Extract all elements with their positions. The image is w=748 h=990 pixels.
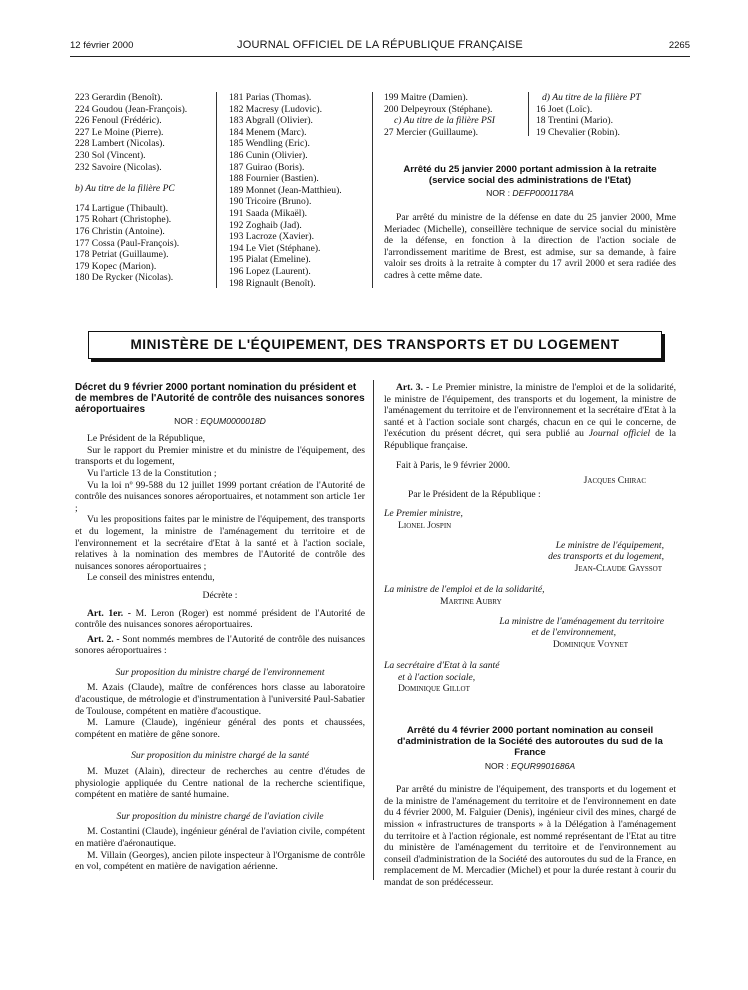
list-item: 188 Fournier (Bastien). (229, 173, 319, 185)
decret-nor: NOR : EQUM0000018D (174, 415, 266, 426)
name-list-col2 (229, 92, 369, 289)
list-item: 227 Le Moine (Pierre). (75, 126, 164, 138)
right-column (384, 382, 676, 889)
signataire-president: Jacques Chirac (583, 475, 646, 487)
arrete-retraite-title: Arrêté du 25 janvier 2000 portant admission à la retraite (service social des administrations de l'Etat) (403, 164, 657, 187)
decret-membre-lamure: M. Lamure (Claude), ingénieur général des ponts et chaussées, compétent en matière de gêne sonore. (75, 717, 365, 740)
list-item: 190 Tricoire (Bruno). (229, 196, 312, 208)
list-item: 194 Le Viet (Stéphane). (229, 242, 321, 254)
decret-title: Décret du 9 février 2000 portant nomination du président et de membres de l'Autorité de contrôle des nuisances sonores aéroportuaires (75, 382, 365, 416)
fait-a-paris: Fait à Paris, le 9 février 2000. (396, 459, 511, 471)
list-item: 224 Goudou (Jean-François). (75, 103, 188, 115)
decret-vu-propositions: Vu les propositions faites par le ministre de l'équipement, des transports et du logement, la ministre de l'aménagement du territoire et de l'environnement et la secrétaire d'Etat à la santé et à l'action sociale, relatives à la nomination des membres de l'Autorité de contrôle des nuisances sonores aéroportuaires ; (75, 514, 365, 572)
decret-membre-villain: M. Villain (Georges), ancien pilote inspecteur à l'Organisme de contrôle en vol, compétent en matière de navigation aérienne. (75, 849, 365, 873)
list-item: 27 Mercier (Guillaume). (384, 126, 479, 138)
decret-article-3: Art. 3. - Le Premier ministre, la ministre de l'emploi et de la solidarité, le ministre de l'équipement, des transports et du logement, la ministre de l'aménagement du territoire et de l'environnement et la secrétaire d'Etat à la santé et à l'action sociale sont chargés, chacun en ce qui le concerne, de l'exécution du présent décret, qui sera publié au Journal officiel de la République française. (384, 382, 677, 451)
column-divider (373, 380, 374, 880)
list-item: 228 Lambert (Nicolas). (75, 138, 165, 150)
premier-ministre-title: Le Premier ministre, (384, 508, 463, 520)
arrete-retraite-nor: NOR : DEFP0001178A (486, 188, 574, 199)
filiere-pt-heading: d) Au titre de la filière PT (542, 92, 641, 103)
list-item: 186 Cunin (Olivier). (229, 149, 308, 161)
list-item: 177 Cossa (Paul-François). (75, 237, 180, 249)
secretaire-sante-title-2: et à l'action sociale, (398, 671, 476, 683)
list-item: 199 Maitre (Damien). (384, 92, 468, 103)
decret-rapport: Sur le rapport du Premier ministre et du ministre de l'équipement, des transports et du logement, (75, 444, 365, 468)
par-le-president: Par le Président de la République : (408, 488, 541, 500)
arrete-retraite-text: Par arrêté du ministre de la défense en date du 25 janvier 2000, Mme Meriadec (Michelle), conseillère technique de service social du ministère de la défense, en fonction à la direction de l'action sociale de l'arrondissement maritime de Brest, est admise, sur sa demande, à faire valoir ses droits à la retraite à compter du 17 avril 2000 et sera radiée des cadres à cette même date. (384, 212, 676, 281)
ministre-amenagement-title: La ministre de l'aménagement du territoire (499, 615, 664, 627)
column-divider (372, 92, 373, 288)
list-item: 198 Rignault (Benoît). (229, 277, 316, 289)
column-divider (528, 92, 529, 136)
decret-sub-aviation: Sur proposition du ministre chargé de l'aviation civile (116, 810, 324, 822)
arrete-retraite (384, 164, 676, 282)
ministry-heading-box (88, 331, 662, 359)
list-item: 19 Chevalier (Robin). (536, 126, 620, 138)
list-item: 192 Zoghaib (Jad). (229, 219, 302, 231)
secretaire-sante-name: Dominique Gillot (398, 683, 470, 695)
name-list (536, 104, 676, 139)
decret-vu-constitution: Vu l'article 13 de la Constitution ; (87, 467, 217, 479)
decret-decrete: Décrète : (202, 589, 238, 601)
name-list (229, 92, 369, 289)
list-item: 174 Lartigue (Thibault). (75, 202, 168, 214)
decret-column (75, 382, 365, 873)
name-list-col1 (75, 92, 215, 284)
list-item: 230 Sol (Vincent). (75, 149, 146, 161)
list-item: 223 Gerardin (Benoît). (75, 92, 163, 103)
header-date: 12 février 2000 (70, 40, 134, 51)
decret-membre-costantini: M. Costantini (Claude), ingénieur général de l'aviation civile, compétent en matière d'aéronautique. (75, 826, 365, 850)
decret-president: Le Président de la République, (87, 433, 206, 445)
ministre-equipement-name: Jean-Claude Gayssot (574, 562, 662, 574)
decret-conseil: Le conseil des ministres entendu, (87, 572, 215, 584)
list-item: 179 Kopec (Marion). (75, 260, 157, 272)
list-item: 200 Delpeyroux (Stéphane). (384, 103, 493, 115)
list-item: 187 Guirao (Boris). (229, 161, 305, 173)
arrete-asf-nor: NOR : EQUR9901686A (484, 760, 576, 771)
decret-sub-environnement: Sur proposition du ministre chargé de l'environnement (115, 666, 325, 678)
ministre-emploi-name: Martine Aubry (440, 595, 502, 607)
decret-vu-loi: Vu la loi nº 99-588 du 12 juillet 1999 portant création de l'Autorité de contrôle des nuisances sonores aéroportuaires, et notamment son article 1er ; (75, 479, 365, 514)
list-item: 185 Wendling (Eric). (229, 138, 310, 150)
name-list (384, 92, 524, 115)
secretaire-sante-title: La secrétaire d'Etat à la santé (384, 660, 500, 672)
ministre-emploi-title: La ministre de l'emploi et de la solidarité, (384, 584, 545, 596)
ministre-equipement-title-2: des transports et du logement, (548, 551, 664, 563)
filiere-psi-heading: c) Au titre de la filière PSI (394, 115, 495, 127)
decret-membre-muzet: M. Muzet (Alain), directeur de recherches au centre d'études de physiologie appliquée du Centre national de la recherche scientifique, compétent en matière de santé humaine. (75, 766, 365, 801)
list-item: 193 Lacroze (Xavier). (229, 231, 314, 243)
decret-article-2: Art. 2. - Sont nommés membres de l'Autorité de contrôle des nuisances sonores aéroportuaires : (75, 633, 365, 657)
name-list (75, 92, 215, 173)
header-page-number: 2265 (668, 40, 690, 51)
list-item: 196 Lopez (Laurent). (229, 265, 311, 277)
list-item: 189 Monnet (Jean-Matthieu). (229, 184, 342, 196)
name-list-col3 (384, 92, 524, 138)
list-item: 16 Joet (Loïc). (536, 103, 593, 115)
list-item: 175 Rohart (Christophe). (75, 214, 172, 226)
list-item: 176 Christin (Antoine). (75, 225, 165, 237)
list-item: 180 De Rycker (Nicolas). (75, 272, 174, 284)
list-item: 183 Abgrall (Olivier). (229, 115, 313, 127)
list-item: 191 Saada (Mikaël). (229, 207, 308, 219)
list-item: 232 Savoire (Nicolas). (75, 161, 162, 173)
decret-sub-sante: Sur proposition du ministre chargé de la santé (131, 750, 309, 762)
name-list (384, 127, 524, 139)
list-item: 182 Macresy (Ludovic). (229, 103, 322, 115)
name-list (75, 203, 215, 284)
header-rule (70, 56, 690, 57)
list-item: 195 Pialat (Emeline). (229, 254, 311, 266)
ministry-heading: MINISTÈRE DE L'ÉQUIPEMENT, DES TRANSPORTS ET DU LOGEMENT (130, 337, 620, 352)
decret-article-1: Art. 1er. - M. Leron (Roger) est nommé président de l'Autorité de contrôle des nuisances sonores aéroportuaires. (75, 607, 366, 631)
page-header (70, 38, 690, 54)
ministre-amenagement-title-2: et de l'environnement, (531, 627, 616, 639)
arrete-asf-text: Par arrêté du ministre de l'équipement, des transports et du logement et de la ministre de l'aménagement du territoire et de l'environnement en date du 4 février 2000, M. Falguier (Denis), ingénieur civil des mines, chargé de mission « infrastructures de transports » à la Délégation à l'aménagement du territoire et à l'action régionale, est nommé représentant de l'Etat au titre du ministère de l'aménagement du territoire et de l'environnement au conseil d'administration de la Société des autoroutes du sud de la France, en remplacement de M. Mercadier (Michel) et pour la durée restant à courir du mandat de son prédécesseur. (384, 784, 676, 889)
list-item: 226 Fenoul (Frédéric). (75, 115, 162, 127)
list-item: 181 Parias (Thomas). (229, 92, 312, 103)
header-journal-title: JOURNAL OFFICIEL DE LA RÉPUBLIQUE FRANÇAISE (237, 39, 523, 51)
list-item: 178 Petriat (Guillaume). (75, 249, 169, 261)
decret-membre-azais: M. Azais (Claude), maître de conférences hors classe au laboratoire d'acoustique, de métrologie et d'instrumentation à l'université Paul-Sabatier de Toulouse, compétent en matière d'acoustique. (75, 682, 365, 717)
ministre-amenagement-name: Dominique Voynet (552, 638, 628, 650)
list-item: 18 Trentini (Mario). (536, 115, 614, 127)
name-list-col4 (536, 92, 676, 138)
column-divider (216, 92, 217, 288)
filiere-pc-heading: b) Au titre de la filière PC (75, 183, 175, 195)
premier-ministre-name: Lionel Jospin (398, 519, 452, 531)
ministre-equipement-title: Le ministre de l'équipement, (555, 539, 664, 551)
arrete-asf-title: Arrêté du 4 février 2000 portant nomination au conseil d'administration de la Société des autoroutes du sud de la France (397, 725, 663, 759)
list-item: 184 Menem (Marc). (229, 126, 307, 138)
